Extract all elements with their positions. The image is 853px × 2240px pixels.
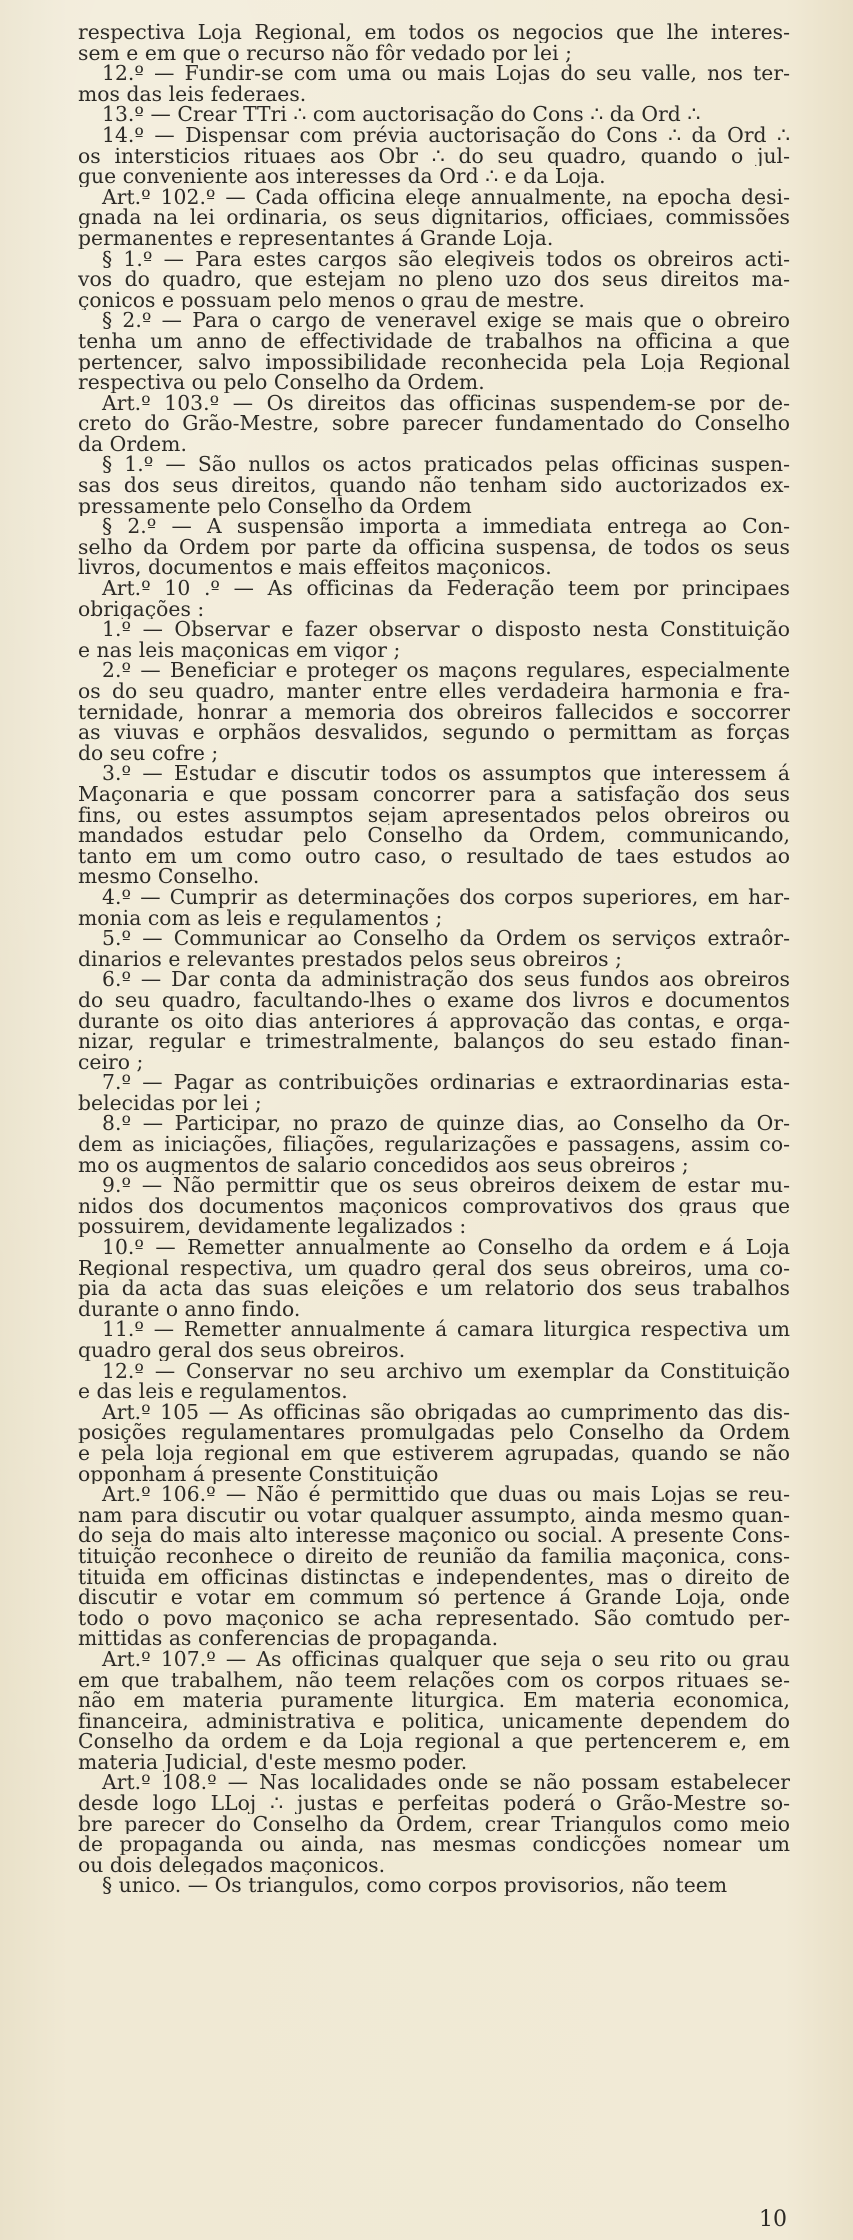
text-line: Art.º 105 — As officinas são obrigadas ao cumprimento das dis-: [102, 1401, 790, 1423]
text-line: sem e em que o recurso não fôr vedado por lei ;: [78, 42, 573, 64]
text-line: mittidas as conferencias de propaganda.: [78, 1628, 499, 1649]
text-line: monia com as leis e regulamentos ;: [78, 907, 443, 929]
text-line: da Ordem.: [78, 433, 187, 455]
text-line: 11.º — Remetter annualmente á camara liturgica respectiva um: [102, 1319, 790, 1340]
text-line: sas dos seus direitos, quando não tenham sido auctorizados ex-: [78, 475, 790, 496]
text-line: dinarios e relevantes prestados pelos seus obreiros ;: [78, 948, 622, 970]
text-line: em que trabalhem, não teem relações com os corpos rituaes se-: [78, 1669, 790, 1691]
text-line: posições regulamentares promulgadas pelo Conselho da Ordem: [78, 1422, 790, 1443]
text-line: § 2.º — A suspensão importa a immediata entrega ao Con-: [102, 516, 790, 537]
text-line: possuirem, devidamente legalizados :: [78, 1216, 467, 1238]
text-line: livros, documentos e mais effeitos maçonicos.: [78, 557, 552, 579]
text-line: de propaganda ou ainda, nas mesmas condicções nomear um: [78, 1834, 790, 1855]
text-line: Maçonaria e que possam concorrer para a satisfação dos seus: [78, 783, 790, 805]
text-line: 12.º — Fundir-se com uma ou mais Lojas do seu valle, nos ter-: [102, 63, 790, 84]
text-line: não em materia puramente liturgica. Em materia economica,: [78, 1690, 790, 1711]
text-line: fins, ou estes assumptos sejam apresentados pelos obreiros ou: [78, 804, 790, 826]
text-line: dem as iniciações, filiações, regularizações e passagens, assim co-: [78, 1134, 790, 1155]
text-line: opponham á presente Constituição: [78, 1463, 439, 1485]
text-line: Art.º 107.º — As officinas qualquer que seja o seu rito ou grau: [102, 1648, 790, 1670]
text-line: mandados estudar pelo Conselho da Ordem, communicando,: [78, 825, 790, 846]
text-line: pia da acta das suas eleições e um relatorio dos seus trabalhos: [78, 1278, 790, 1299]
text-line: ternidade, honrar a memoria dos obreiros fallecidos e soccorrer: [78, 701, 790, 723]
text-line: 4.º — Cumprir as determinações dos corpos superiores, em har-: [102, 886, 790, 908]
text-line: 2.º — Beneficiar e proteger os maçons regulares, especialmente: [102, 660, 790, 681]
text-line: financeira, administrativa e politica, unicamente dependem do: [78, 1710, 790, 1732]
document-text: [78, 22, 790, 1896]
text-line: 1.º — Observar e fazer observar o disposto nesta Constituição: [102, 619, 790, 640]
text-line: desde logo LLoj ∴ justas e perfeitas poderá o Grão-Mestre so-: [78, 1793, 790, 1814]
text-line: e pela loja regional em que estiverem agrupadas, quando se não: [78, 1442, 790, 1464]
text-line: nidos dos documentos maçonicos comprovativos dos graus que: [78, 1195, 790, 1217]
text-line: 14.º — Dispensar com prévia auctorisação do Cons ∴ da Ord ∴: [102, 124, 790, 146]
text-line: bre parecer do Conselho da Ordem, crear Triangulos como meio: [78, 1813, 790, 1835]
text-line: mos das leis federaes.: [78, 83, 307, 105]
text-line: gnada na lei ordinaria, os seus dignitarios, officiaes, commissões: [78, 207, 790, 228]
text-line: Regional respectiva, um quadro geral dos seus obreiros, uma co-: [78, 1257, 790, 1279]
text-line: ou dois delegados maçonicos.: [78, 1854, 386, 1876]
text-line: ceiro ;: [78, 1051, 144, 1073]
text-line: 10.º — Remetter annualmente ao Conselho da ordem e á Loja: [102, 1237, 790, 1258]
text-line: materia Judicial, d'este mesmo poder.: [78, 1751, 468, 1773]
text-line: Art.º 10 .º — As officinas da Federação teem por principaes: [102, 578, 790, 599]
text-line: § unico. — Os triangulos, como corpos provisorios, não teem: [102, 1875, 728, 1897]
text-line: pressamente pelo Conselho da Ordem: [78, 495, 472, 517]
text-line: as viuvas e orphãos desvalidos, segundo o permittam as forças: [78, 722, 790, 743]
text-line: mesmo Conselho.: [78, 866, 260, 887]
text-line: e das leis e regulamentos.: [78, 1381, 348, 1402]
text-line: Art.º 108.º — Nas localidades onde se não possam estabelecer: [102, 1772, 790, 1794]
text-line: tanto em um como outro caso, o resultado de taes estudos ao: [78, 845, 790, 867]
text-line: durante os oito dias anteriores á approvação das contas, e orga-: [78, 1010, 790, 1032]
text-line: durante o anno findo.: [78, 1298, 301, 1320]
text-line: 3.º — Estudar e discutir todos os assumptos que interessem á: [102, 763, 790, 784]
text-line: 12.º — Conservar no seu archivo um exemplar da Constituição: [102, 1360, 790, 1382]
text-line: § 2.º — Para o cargo de veneravel exige se mais que o obreiro: [102, 310, 790, 331]
text-line: 6.º — Dar conta da administração dos seus fundos aos obreiros: [102, 969, 790, 990]
text-line: creto do Grão-Mestre, sobre parecer fundamentado do Conselho: [78, 413, 790, 434]
text-line: do seu cofre ;: [78, 742, 219, 764]
text-line: tituida em officinas distinctas e independentes, mas o direito de: [78, 1566, 790, 1588]
text-line: nam para discutir ou votar qualquer assumpto, ainda mesmo quan-: [78, 1504, 790, 1526]
text-line: todo o povo maçonico se acha representado. São comtudo per-: [78, 1607, 790, 1629]
text-line: discutir e votar em commum só pertence á Grande Loja, onde: [78, 1587, 790, 1608]
text-line: § 1.º — Para estes cargos são elegiveis todos os obreiros acti-: [102, 248, 790, 270]
text-line: respectiva Loja Regional, em todos os negocios que lhe interes-: [78, 22, 790, 43]
text-line: obrigações :: [78, 598, 205, 620]
text-line: os intersticios rituaes aos Obr ∴ do seu quadro, quando o jul-: [78, 145, 790, 167]
text-line: Art.º 106.º — Não é permittido que duas ou mais Lojas se reu-: [102, 1484, 790, 1505]
text-line: vos do quadro, que estejam no pleno uzo dos seus direitos ma-: [78, 269, 790, 290]
page-number: 10: [759, 2207, 787, 2232]
text-line: nizar, regular e trimestralmente, balanços do seu estado finan-: [78, 1031, 790, 1052]
text-line: 13.º — Crear TTri ∴ com auctorisação do Cons ∴ da Ord ∴: [102, 104, 701, 125]
text-line: selho da Ordem por parte da officina suspensa, de todos os seus: [78, 536, 790, 558]
text-line: 7.º — Pagar as contribuições ordinarias e extraordinarias esta-: [102, 1072, 790, 1093]
text-line: 9.º — Não permittir que os seus obreiros deixem de estar mu-: [102, 1175, 790, 1196]
text-line: belecidas por lei ;: [78, 1092, 262, 1114]
text-line: tenha um anno de effectividade de trabalhos na officina a que: [78, 330, 790, 352]
text-line: Art.º 102.º — Cada officina elege annualmente, na epocha desi-: [102, 186, 790, 208]
text-line: Conselho da ordem e da Loja regional a que pertencerem e, em: [78, 1731, 790, 1752]
text-line: 8.º — Participar, no prazo de quinze dias, ao Conselho da Or-: [102, 1113, 790, 1135]
text-line: os do seu quadro, manter entre elles verdadeira harmonia e fra-: [78, 681, 790, 702]
text-line: e nas leis maçonicas em vigor ;: [78, 639, 401, 661]
text-line: Art.º 103.º — Os direitos das officinas suspendem-se por de-: [102, 392, 790, 414]
text-line: 5.º — Communicar ao Conselho da Ordem os serviços extraôr-: [102, 928, 790, 949]
text-line: tituição reconhece o direito de reunião da familia maçonica, cons-: [78, 1545, 790, 1567]
text-line: do seja do mais alto interesse maçonico ou social. A presente Cons-: [78, 1525, 790, 1546]
text-line: permanentes e representantes á Grande Loja.: [78, 227, 554, 249]
text-line: mo os augmentos de salario concedidos aos seus obreiros ;: [78, 1154, 689, 1176]
text-line: do seu quadro, facultando-lhes o exame dos livros e documentos: [78, 989, 790, 1011]
text-line: pertencer, salvo impossibilidade reconhecida pela Loja Regional: [78, 351, 790, 373]
text-line: respectiva ou pelo Conselho da Ordem.: [78, 372, 485, 393]
text-line: § 1.º — São nullos os actos praticados pelas officinas suspen-: [102, 454, 790, 476]
text-line: çonicos e possuam pelo menos o grau de mestre.: [78, 289, 585, 311]
text-line: quadro geral dos seus obreiros.: [78, 1340, 406, 1361]
text-line: gue conveniente aos interesses da Ord ∴ e da Loja.: [78, 166, 606, 187]
